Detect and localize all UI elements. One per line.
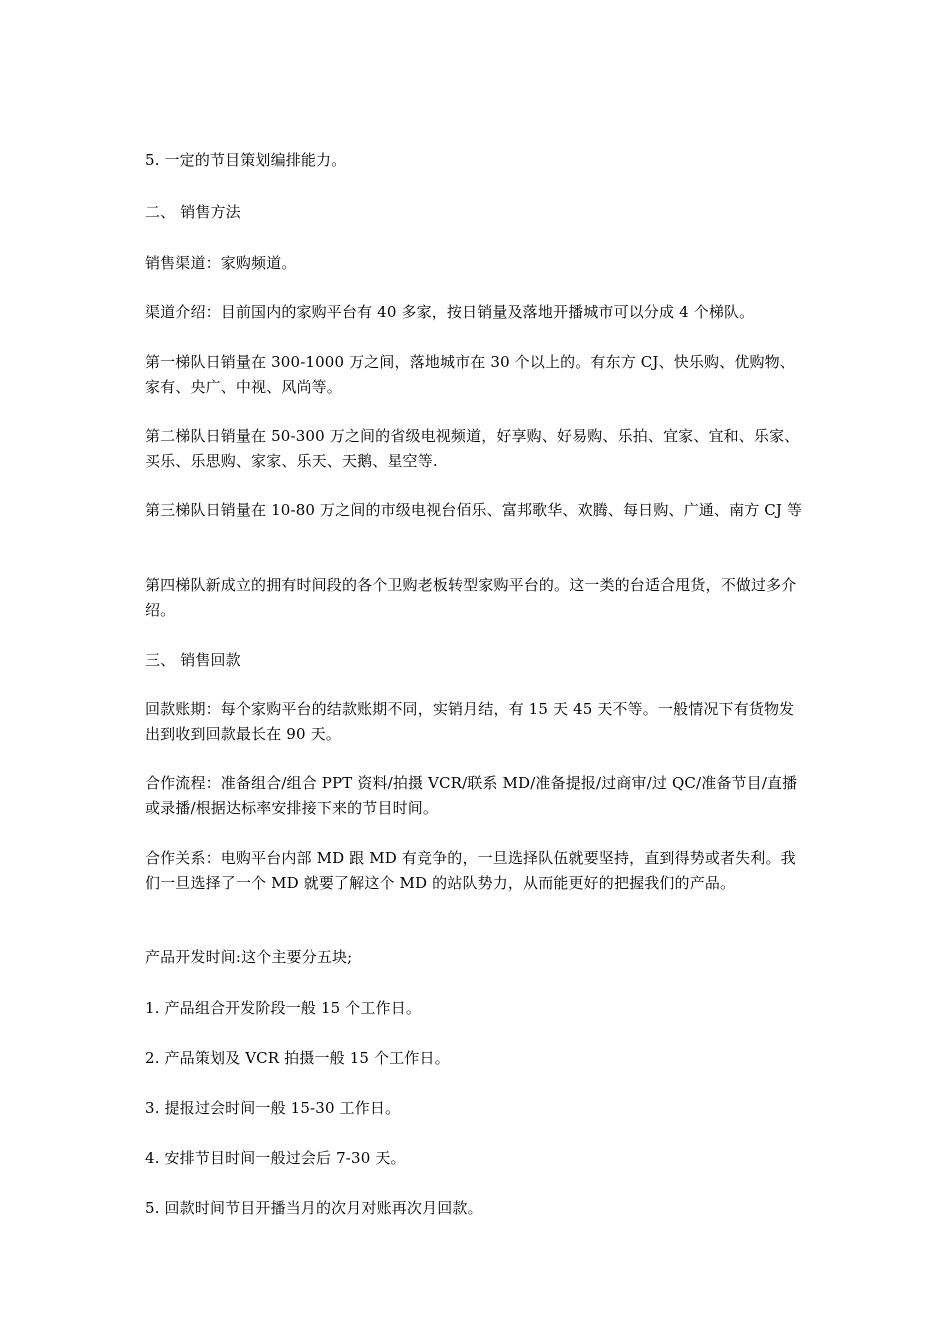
list-item-step-1: 1. 产品组合开发阶段一般 15 个工作日。 [145,999,422,1017]
list-item-step-2: 2. 产品策划及 VCR 拍摄一般 15 个工作日。 [145,1049,450,1067]
paragraph-payment-term: 回款账期：每个家购平台的结款账期不同，实销月结，有 15 天 45 天不等。一般情况下有货物发出到收到回款最长在 90 天。 [145,700,795,743]
section-heading-sales-payment: 三、 销售回款 [145,651,241,669]
list-item-step-3: 3. 提报过会时间一般 15-30 工作日。 [145,1099,401,1117]
paragraph-tier-2: 第二梯队日销量在 50-300 万之间的省级电视频道，好享购、好易购、乐拍、宜家、宜和、乐家、买乐、乐思购、家家、乐天、天鹅、星空等. [145,427,800,470]
paragraph-dev-time: 产品开发时间:这个主要分五块; [145,948,353,966]
paragraph-tier-1: 第一梯队日销量在 300-1000 万之间，落地城市在 30 个以上的。有东方 CJ、快乐购、优购物、家有、央广、中视、风尚等。 [145,353,795,396]
paragraph-cooperation-process: 合作流程：准备组合/组合 PPT 资料/拍摄 VCR/联系 MD/准备提报/过商审/过 QC/准备节目/直播或录播/根据达标率安排接下来的节目时间。 [145,774,798,817]
paragraph-tier-3: 第三梯队日销量在 10-80 万之间的市级电视台佰乐、富邦歌华、欢腾、每日购、广通、南方 CJ 等 [145,501,803,519]
paragraph-channel-intro: 渠道介绍：目前国内的家购平台有 40 多家，按日销量及落地开播城市可以分成 4 个梯队。 [145,303,755,321]
section-heading-sales-method: 二、 销售方法 [145,203,241,221]
list-item-step-4: 4. 安排节目时间一般过会后 7-30 天。 [145,1149,406,1167]
paragraph-tier-4: 第四梯队新成立的拥有时间段的各个卫购老板转型家购平台的。这一类的台适合甩货，不做过多介绍。 [145,576,797,619]
list-item-ability: 5. 一定的节目策划编排能力。 [145,151,347,169]
paragraph-cooperation-relation: 合作关系：电购平台内部 MD 跟 MD 有竞争的，一旦选择队伍就要坚持，直到得势或者失利。我们一旦选择了一个 MD 就要了解这个 MD 的站队势力，从而能更好的把握我们的产品。 [145,849,796,892]
list-item-step-5: 5. 回款时间节目开播当月的次月对账再次月回款。 [145,1199,483,1217]
paragraph-sales-channel: 销售渠道：家购频道。 [145,254,297,272]
